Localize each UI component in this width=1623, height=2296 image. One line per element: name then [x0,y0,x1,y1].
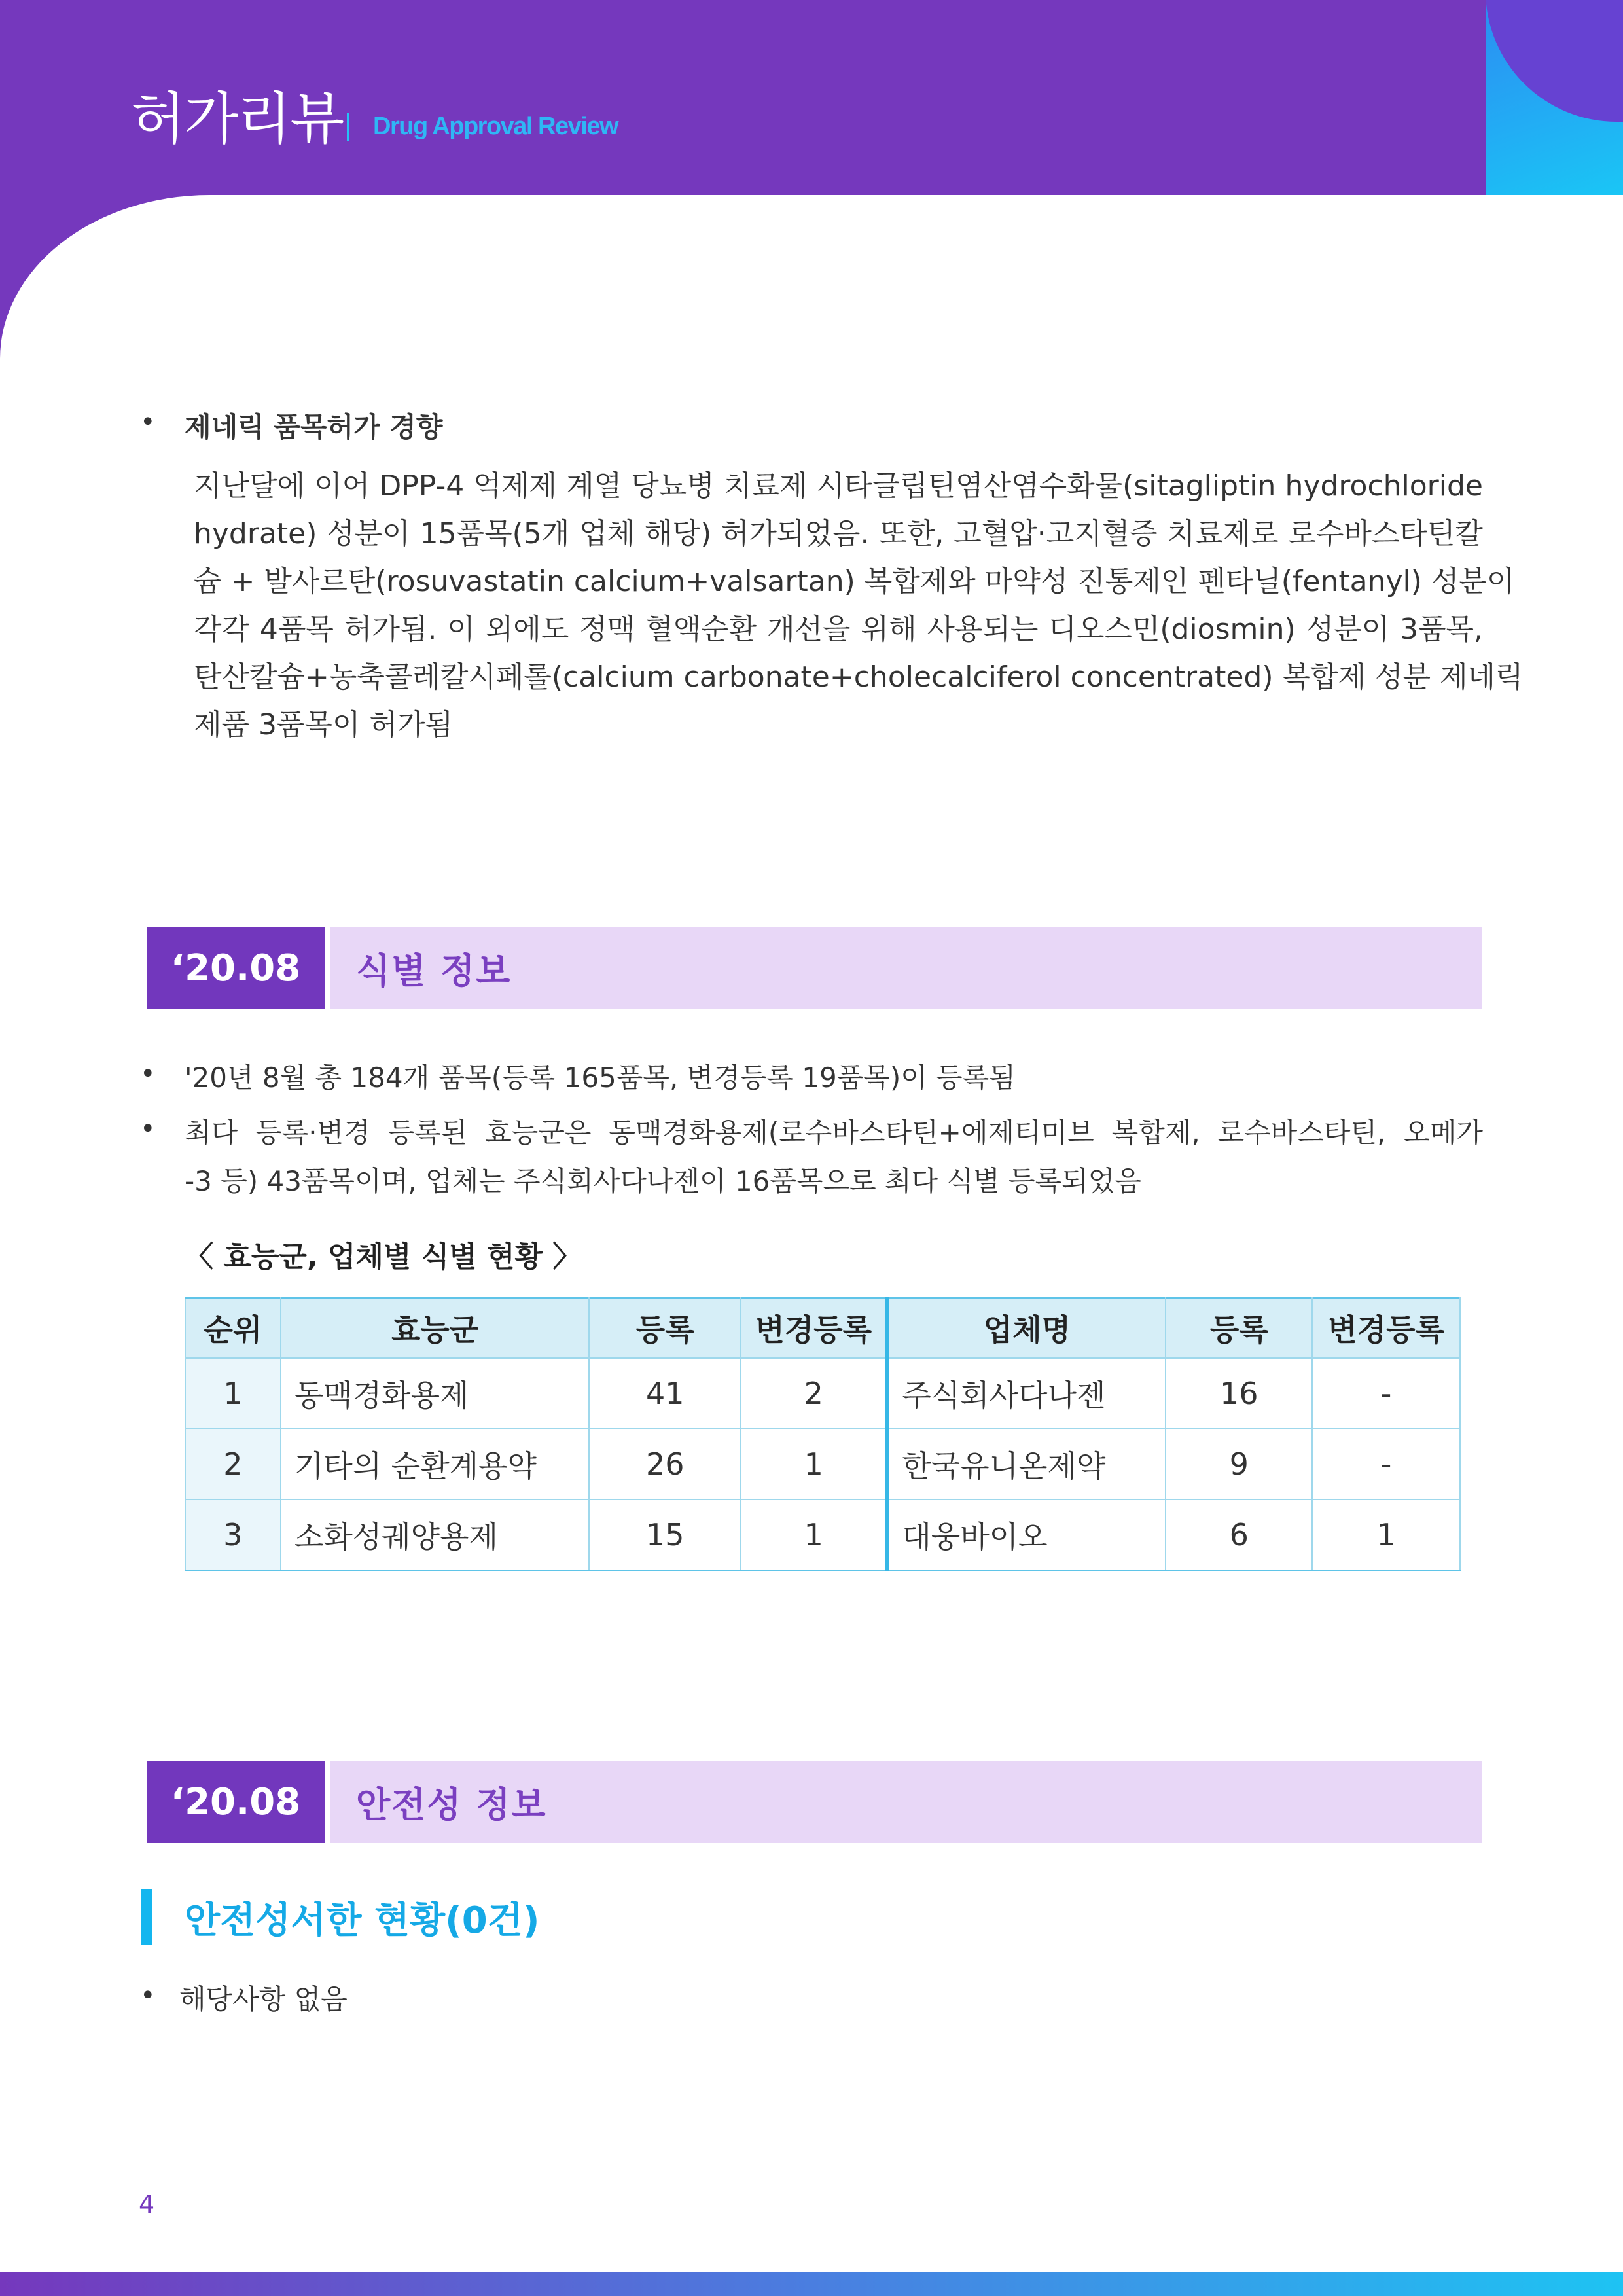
header-efficacy-group: 효능군 [281,1298,589,1358]
table-row [185,1429,1460,1499]
cell-company-change-registered: - [1312,1358,1460,1429]
cell-registered: 15 [589,1499,741,1570]
cell-registered: 26 [589,1429,741,1499]
cell-rank: 1 [185,1358,281,1429]
paragraph-line: 슘 + 발사르탄(rosuvastatin calcium+valsartan) 복합제와 마약성 진통제인 펜타닐(fentanyl) 성분이 [194,565,1515,598]
cell-company-registered: 16 [1166,1358,1312,1429]
cell-efficacy-group: 기타의 순환계용약 [281,1429,589,1499]
cell-company: 대웅바이오 [887,1499,1166,1570]
table-row [185,1499,1460,1570]
section-header-identification [147,927,1482,1009]
header-divider [347,113,349,141]
cell-company-registered: 9 [1166,1429,1312,1499]
header-change-registered: 변경등록 [741,1298,887,1358]
cell-company: 한국유니온제약 [887,1429,1166,1499]
page-number: 4 [139,2190,155,2219]
table-caption: 〈 효능군, 업체별 식별 현황 〉 [185,1240,582,1274]
cell-change-registered: 2 [741,1358,887,1429]
bullet-icon: • [140,407,156,437]
header-company-change-registered: 변경등록 [1312,1298,1460,1358]
cell-efficacy-group: 소화성궤양용제 [281,1499,589,1570]
section-title: 안전성 정보 [330,1761,1482,1843]
paragraph-line: hydrate) 성분이 15품목(5개 업체 해당) 허가되었음. 또한, 고혈압·고지혈증 치료제로 로수바스타틴칼 [194,517,1483,550]
id-bullet-2-line-2: -3 등) 43품목이며, 업체는 주식회사다나젠이 16품목으로 최다 식별 등록되었음 [185,1165,1141,1197]
cell-company-registered: 6 [1166,1499,1312,1570]
paragraph-line: 제품 3품목이 허가됨 [194,708,453,742]
header-registered: 등록 [589,1298,741,1358]
id-bullet-2-line-1: 최다 등록·변경 등록된 효능군은 동맥경화용제(로수바스타틴+에제티미브 복합제, 로수바스타틴, 오메가 [185,1117,1483,1149]
generic-paragraph [194,462,1524,749]
header-rank: 순위 [185,1298,281,1358]
generic-heading: 제네릭 품목허가 경향 [185,411,443,443]
cell-company-change-registered: - [1312,1429,1460,1499]
header-title-kr: 허가리뷰 [131,86,344,152]
cell-company: 주식회사다나젠 [887,1358,1166,1429]
header-title-en: Drug Approval Review [373,113,618,140]
bullet-icon: • [140,1059,156,1089]
cell-efficacy-group: 동맥경화용제 [281,1358,589,1429]
footer-gradient-bar [0,2272,1623,2296]
cell-rank: 2 [185,1429,281,1499]
cell-change-registered: 1 [741,1429,887,1499]
cell-change-registered: 1 [741,1499,887,1570]
paragraph-line: 지난달에 이어 DPP-4 억제제 계열 당뇨병 치료제 시타글립틴염산염수화물(sitagliptin hydrochloride [194,469,1483,503]
bullet-icon: • [140,1981,156,2011]
header-company: 업체명 [887,1298,1166,1358]
safety-bullet: 해당사항 없음 [179,1983,348,2015]
table-header-row [185,1298,1460,1358]
cell-registered: 41 [589,1358,741,1429]
subheading-accent-bar [141,1889,152,1945]
cell-company-change-registered: 1 [1312,1499,1460,1570]
paragraph-line: 탄산칼슘+농축콜레칼시페롤(calcium carbonate+cholecalciferol concentrated) 복합제 성분 제네릭 [194,660,1524,694]
safety-subheading: 안전성서한 현황(0건) [185,1899,540,1942]
section-title: 식별 정보 [330,927,1482,1009]
id-bullet-1: '20년 8월 총 184개 품목(등록 165품목, 변경등록 19품목)이 등록됨 [185,1062,1016,1094]
header-company-registered: 등록 [1166,1298,1312,1358]
cell-rank: 3 [185,1499,281,1570]
paragraph-line: 각각 4품목 허가됨. 이 외에도 정맥 혈액순환 개선을 위해 사용되는 디오스민(diosmin) 성분이 3품목, [194,613,1483,646]
section-header-safety [147,1761,1482,1843]
section-date: ‘20.08 [147,927,325,1009]
bullet-icon: • [140,1114,156,1144]
section-date: ‘20.08 [147,1761,325,1843]
table-row [185,1358,1460,1429]
identification-table [185,1297,1461,1571]
